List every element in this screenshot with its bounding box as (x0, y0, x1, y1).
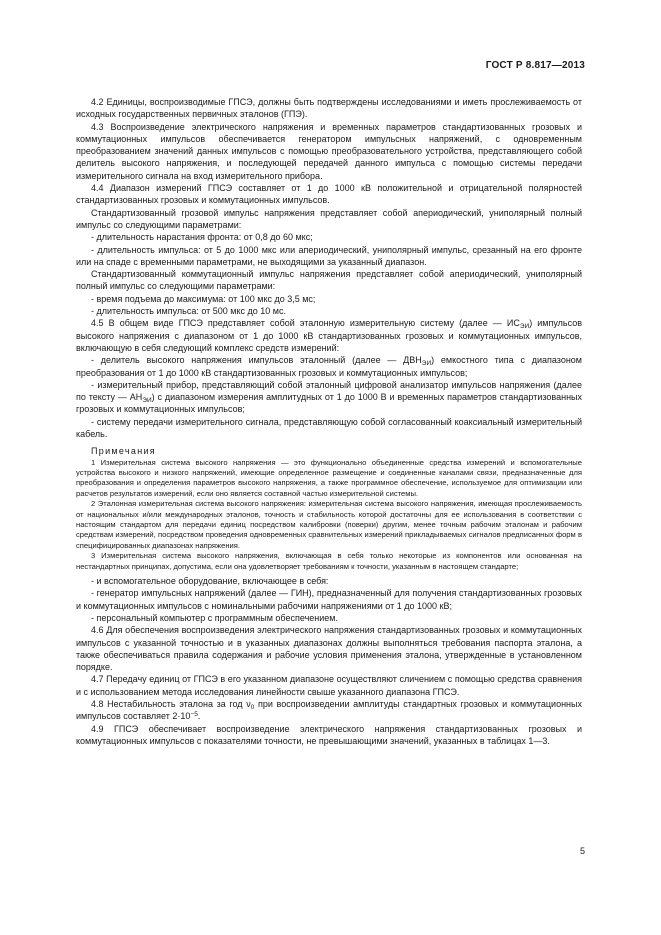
paragraph-4-7: 4.7 Передачу единиц от ГПСЭ в его указанном диапазоне осуществляют сличением с помощью средства сравнения и с использованием метода исследования линейности свыше указанного диапазона ГПСЭ. (76, 674, 582, 697)
paragraph-switching-impulse: Стандартизованный коммутационный импульс напряжения представляет собой апериодический, униполярный полный импульс со следующими параметрами: (76, 269, 582, 292)
paragraph-4-5: 4.5 В общем виде ГПСЭ представляет собой эталонную измерительную систему (далее — $ИС_{ЭИ}$) импульсов высокого напряжения с диапазоном от 1 до 1000 кВ стандартизованных грозовых и коммутационных импульсов, включающую в себя следующий комплекс средств измерений: (76, 318, 582, 353)
paragraph-4-3: 4.3 Воспроизведение электрического напряжения и временных параметров стандартизованных грозовых и коммутационных импульсов обеспечивается генератором импульсных напряжений, с одновременным преобразованием значений данных импульсов с помощью преобразовательного устройства, представляющего собой делитель высокого напряжения, и последующей передачей данного импульса с помощью системы передачи измерительного сигнала на вход измерительного прибора. (76, 121, 582, 181)
paragraph-4-6: 4.6 Для обеспечения воспроизведения электрического напряжения стандартизованных грозовых и коммутационных импульсов с указанной точностью и в указанных диапазонах должны выполняться требования паспорта эталона, а также обеспечиваться правила содержания и рабочие условия применения эталона, утвержденные в установленном порядке. (76, 625, 582, 673)
note-3: 3 Измерительная система высокого напряжения, включающая в себя только некоторые из компонентов или основанная на нестандартных принципах, допустима, если она удовлетворяет требованиям к точности, указанным в настоящем стандарте; (76, 551, 582, 571)
list-item-switching-duration: - длительность импульса: от 500 мкс до 10 мс. (91, 306, 286, 317)
list-item-generator: - генератор импульсных напряжений (далее — ГИН), предназначенный для получения стандартизованных грозовых и коммутационных импульсов с номинальными рабочими напряжениями от 1 до 1000 кВ; (76, 588, 582, 611)
note-1: 1 Измерительная система высокого напряжения — это функционально объединенные средства измерений и вспомогательные устройства высокого и низкого напряжений, имеющие определенное размещение и соединенные каналами связи, предназначенные для преобразования и определения параметров высокого напряжения, а также программное обеспечение, используемое для оптимизации или расчетов результатов измерений, если оно является составной частью измерительной системы. (76, 457, 582, 498)
list-item-computer: - персональный компьютер с программным обеспечением. (91, 612, 338, 623)
list-item-front-duration: - длительность нарастания фронта: от 0,8 до 60 мкс; (91, 232, 313, 243)
notes-title: Примечания (91, 446, 156, 457)
paragraph-4-4: 4.4 Диапазон измерений ГПСЭ составляет от 1 до 1000 кВ положительной и отрицательной полярностей стандартизованных грозовых и коммутационных импульсов. (76, 183, 582, 206)
document-header: ГОСТ Р 8.817—2013 (485, 60, 585, 71)
list-item-rise-time: - время подъема до максимума: от 100 мкс до 3,5 мс; (91, 293, 316, 304)
list-item-signal-system: - систему передачи измерительного сигнала, представляющую собой согласованный коаксиальный измерительный кабель. (76, 416, 582, 440)
list-item-auxiliary: - и вспомогательное оборудование, включающее в себя: (91, 576, 329, 587)
paragraph-lightning-impulse: Стандартизованный грозовой импульс напряжения представляет собой апериодический, униполярный полный импульс со следующими параметрами: (76, 207, 582, 230)
list-item-analyzer: - измерительный прибор, представляющий собой эталонный цифровой анализатор импульсов напряжения (далее по тексту — $АН_{ЭИ}$) с диапазоном измерения амплитудных от 1 до 1000 В и временных параметров стандартизованных грозовых и коммутационных импульсов; (76, 379, 583, 415)
paragraph-4-9: 4.9 ГПСЭ обеспечивает воспроизведение электрического напряжения стандартизованных грозовых и коммутационных импульсов с показателями точности, не превышающими значений, указанных в таблицах 1—3. (76, 723, 582, 746)
list-item-impulse-duration: - длительность импульса: от 5 до 1000 мкс или апериодический, униполярный импульс, срезанный на его фронте или на спаде с временными параметрами, не выходящими за указанный диапазон. (76, 244, 582, 267)
page-number: 5 (579, 846, 585, 856)
document-body (76, 96, 582, 747)
paragraph-4-2: 4.2 Единицы, воспроизводимые ГПСЭ, должны быть подтверждены исследованиями и иметь прослеживаемость от исходных государственных первичных эталонов (ГПЭ). (76, 97, 582, 120)
note-2: 2 Эталонная измерительная система высокого напряжения: измерительная система высокого напряжения, имеющая прослеживаемость от национальных и/или международных эталонов, точность и стабильность которой достаточны для ее использования в соответствии с настоящим стандартом для передачи единиц посредством калибровки (поверки) другим, менее точным рабочим эталонам и рабочим средствам измерений, посредством проведения одновременных сравнительных измерений прикладываемых сигналов предписанных форм в специфицированных диапазонах напряжения. (76, 499, 582, 550)
paragraph-4-8: 4.8 Нестабильность эталона за год $\nu_0$ при воспроизведении амплитуды стандартных грозовых и коммутационных импульсов составляет $2\cdot 10^{-5}$. (76, 699, 582, 722)
list-item-divider: - делитель высокого напряжения импульсов эталонный (далее — $ДВН_{ЭИ}$) емкостного типа с диапазоном преобразования от 1 до 1000 кВ стандартизованных грозовых и коммутационных импульсов; (76, 355, 582, 378)
